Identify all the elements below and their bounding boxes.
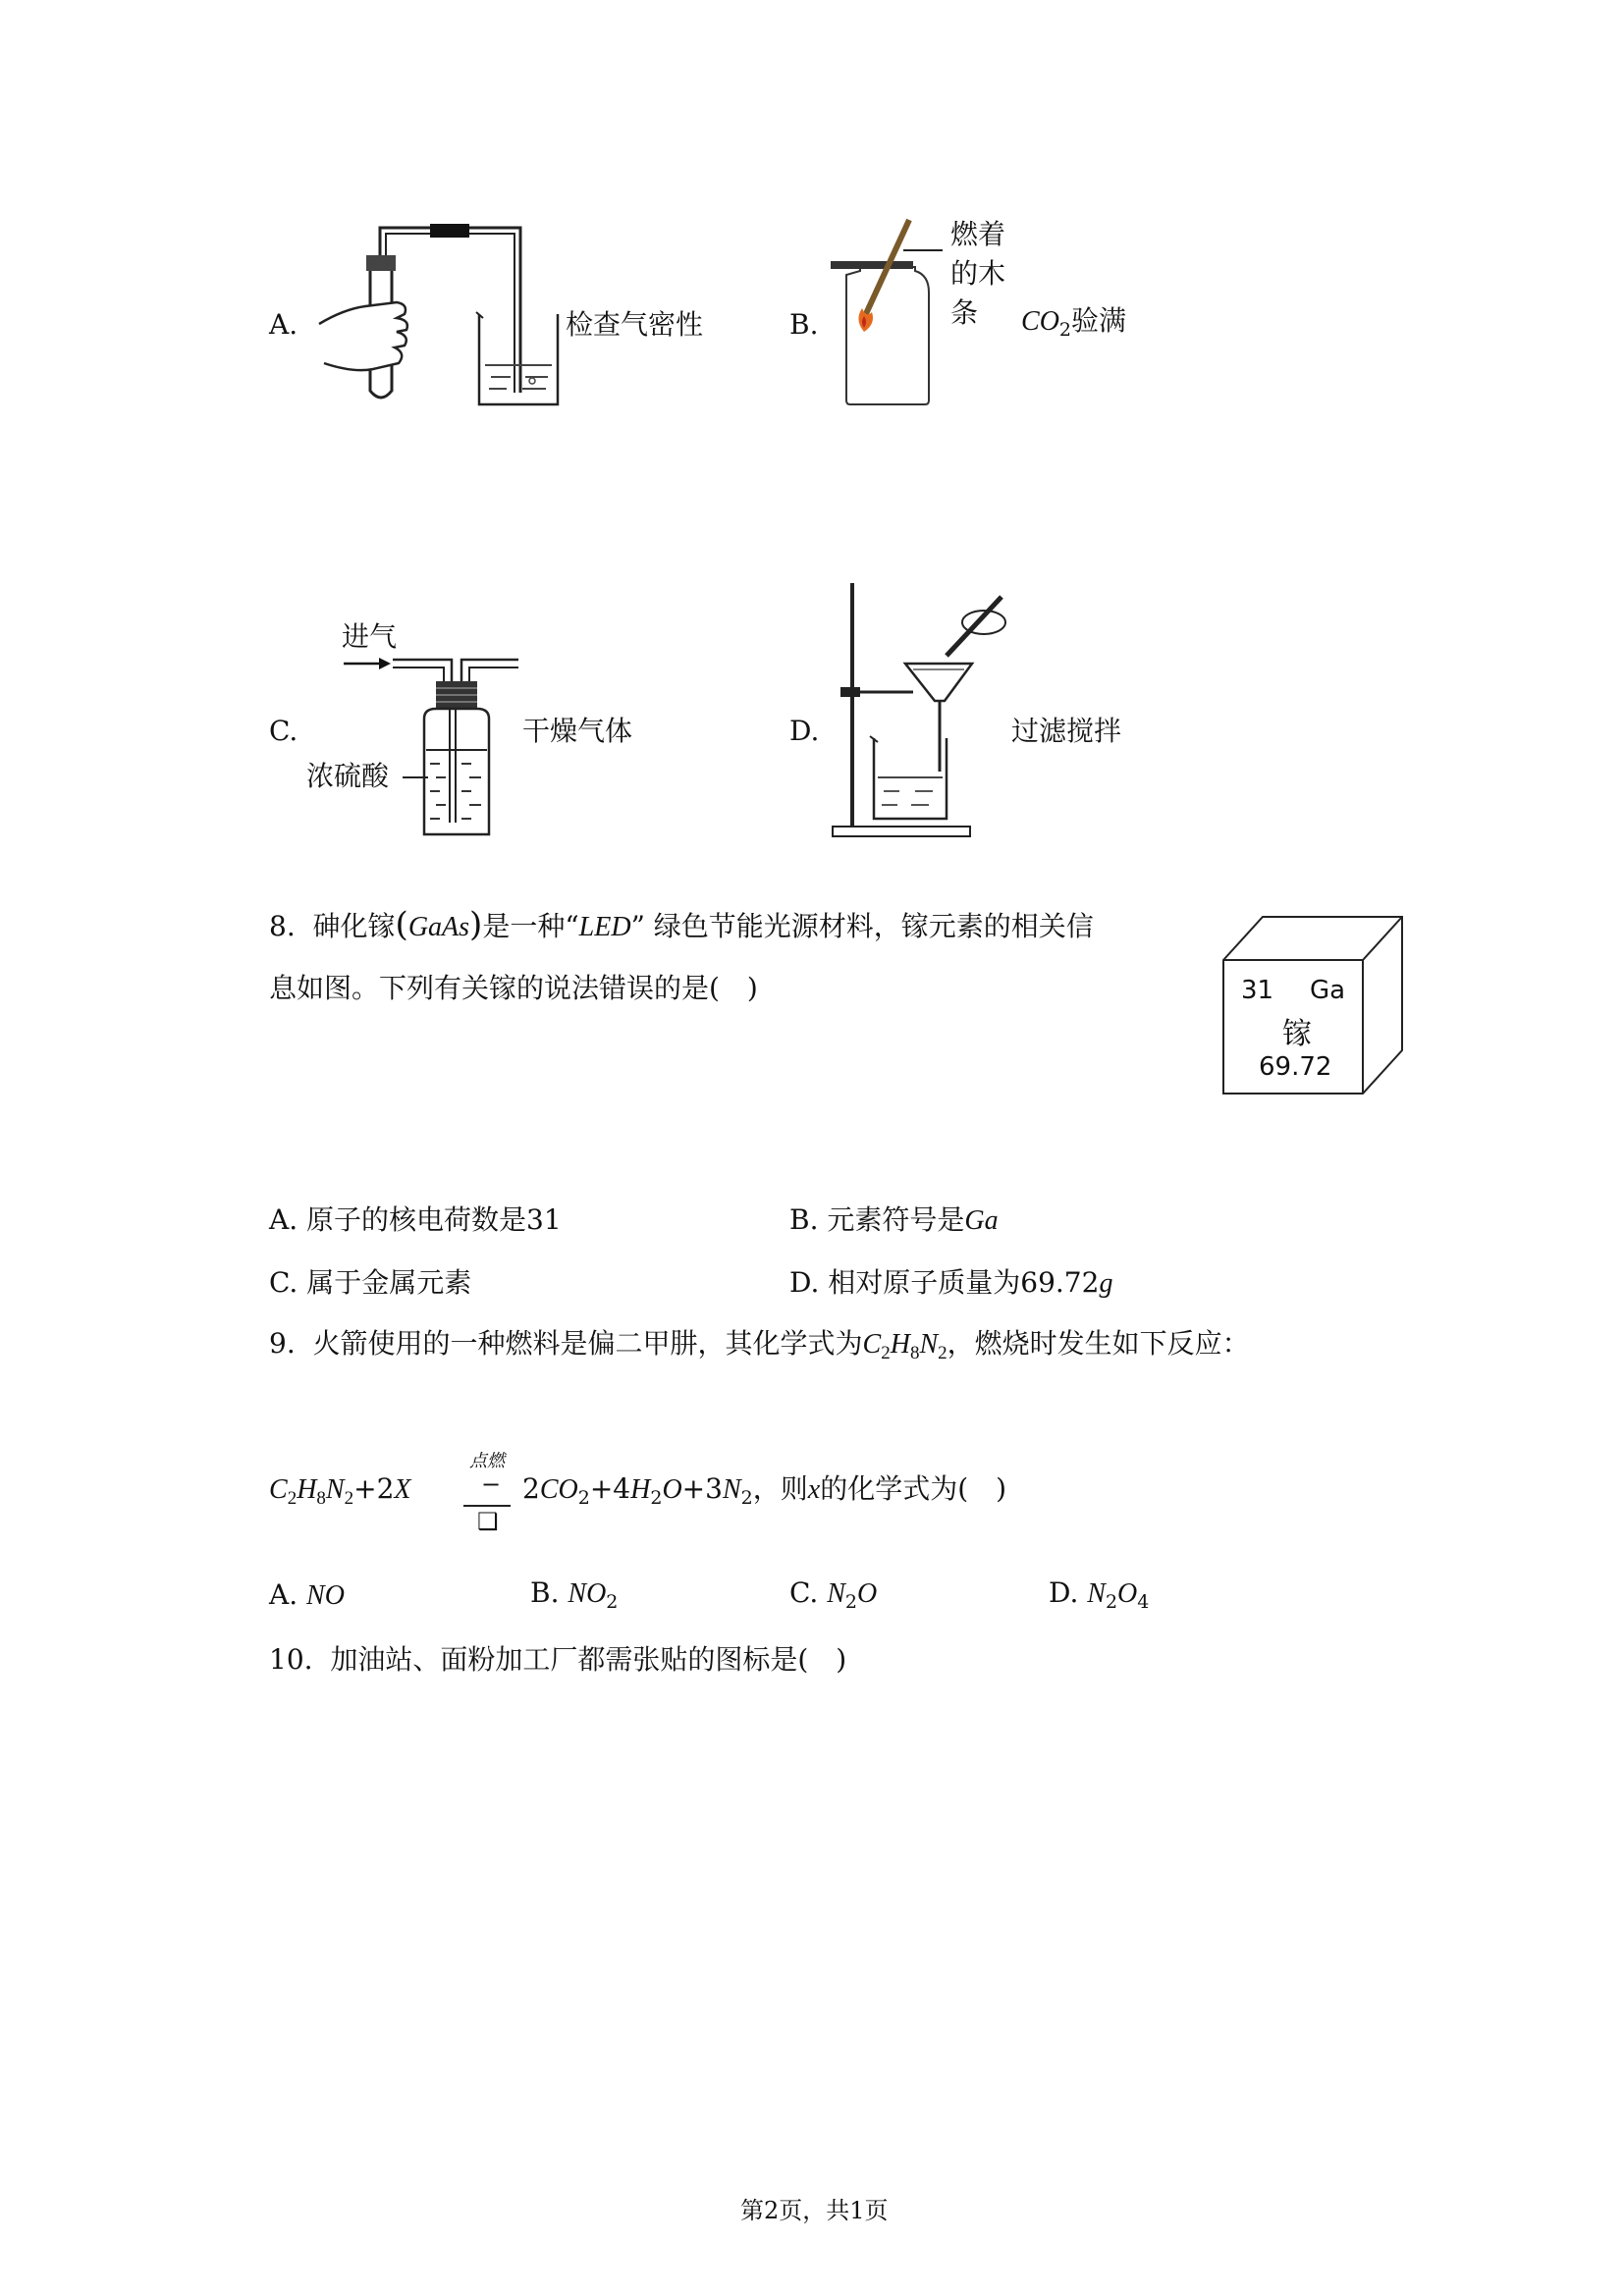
q10-number: 10. [269, 1643, 313, 1676]
q7-option-d-letter: D. [789, 715, 820, 747]
q9-equals-bar [463, 1505, 511, 1507]
page-footer: 第2页，共1页 [740, 2197, 889, 2224]
q9-equation-products: $2CO_2+4H_2O+3N_2$，则x的化学式为( ) [522, 1472, 1007, 1509]
q8-led: LED [578, 912, 631, 942]
q7-d-filtration-figure [825, 579, 1021, 844]
q9-option-a: A. NO [269, 1578, 345, 1611]
q8-option-d: D. 相对原子质量为69.72g [789, 1266, 1113, 1299]
q8-gaas: GaAs [407, 912, 470, 942]
element-mass: 69.72 [1259, 1052, 1332, 1082]
q7-c-acid-label: 浓硫酸 [306, 760, 390, 792]
q7-option-a-letter: A. [269, 308, 298, 341]
q8-quote-open: “ [565, 910, 579, 942]
co2-caption-tail: 验满 [1071, 304, 1127, 337]
q7-b-figure-label-1: 燃着 [950, 218, 1006, 250]
co2-formula-sub: 2 [1058, 319, 1072, 341]
element-name: 镓 [1282, 1017, 1312, 1051]
q8-option-a: A. 原子的核电荷数是31 [269, 1203, 562, 1236]
q7-option-b-caption [1021, 304, 1126, 342]
q7-option-b-letter: B. [789, 308, 819, 341]
q7-b-figure-label-3: 条 [950, 296, 979, 329]
q8-option-c: C. 属于金属元素 [269, 1266, 472, 1299]
q8-stem-line2: 息如图。下列有关镓的说法错误的是( ) [269, 972, 758, 1004]
q7-option-d-caption: 过滤搅拌 [1011, 715, 1122, 747]
co2-formula-o: O [1039, 306, 1059, 337]
q9-text-b: ，燃烧时发生如下反应： [947, 1327, 1250, 1360]
q7-c-inlet-label: 进气 [342, 620, 398, 653]
q8-paren-close: ) [469, 905, 483, 944]
q7-option-c-caption: 干燥气体 [522, 715, 633, 747]
q7-b-figure-label-2: 的木 [950, 257, 1006, 290]
q8-paren-open: ( [395, 905, 408, 944]
q9-option-c: C. $N_2O$ [789, 1576, 878, 1613]
q7-a-airtightness-figure [314, 216, 569, 412]
q8-quote-close: ” [630, 910, 645, 942]
q7-b-label-leader [903, 245, 943, 255]
q7-option-a-caption: 检查气密性 [566, 308, 704, 341]
q10-text: 加油站、面粉加工厂都需张贴的图标是( ) [330, 1643, 847, 1676]
q8-text-b: 是一种 [482, 910, 566, 942]
q9-number: 9. [269, 1327, 296, 1360]
q9-option-d: D. $N_2O_4$ [1049, 1576, 1150, 1613]
q9-reaction-condition: 点燃 [469, 1451, 505, 1471]
q9-equals-mark: − [481, 1470, 502, 1498]
element-atomic-number: 31 [1241, 976, 1274, 1005]
q8-option-b: B. 元素符号是Ga [789, 1203, 999, 1236]
q9-stem-line1 [269, 1327, 1250, 1365]
co2-formula-c: C [1021, 306, 1040, 337]
q8-number: 8. [269, 910, 296, 942]
q8-text-a: 砷化镓 [312, 910, 396, 942]
q9-formula: $C_2H_8N_2$ [862, 1329, 947, 1363]
q9-placeholder-box: ❑ [477, 1508, 499, 1535]
q9-option-b: B. $NO_2$ [530, 1576, 619, 1613]
q7-option-c-letter: C. [269, 715, 298, 747]
q8-text-c: 绿色节能光源材料，镓元素的相关信 [653, 910, 1094, 942]
q7-c-drying-figure [304, 648, 530, 844]
q9-equation: $C_2H_8N_2+2X$ [269, 1472, 411, 1509]
q9-text-a: 火箭使用的一种燃料是偏二甲肼，其化学式为 [312, 1327, 863, 1360]
q10-stem [269, 1643, 846, 1677]
q8-stem-line1 [269, 905, 1094, 945]
element-symbol: Ga [1310, 976, 1346, 1005]
